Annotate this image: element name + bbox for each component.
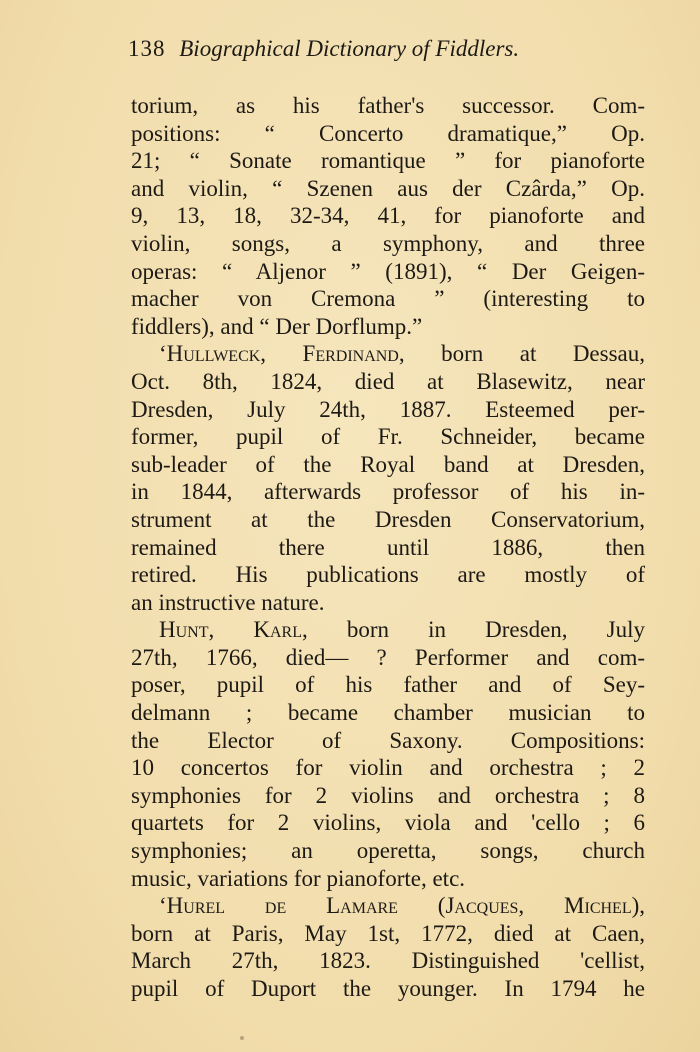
paper-speck xyxy=(240,1036,244,1040)
text-line: Oct. 8th, 1824, died at Blasewitz, near xyxy=(131,368,645,394)
text-line: quartets for 2 violins, viola and 'cello ; 6 xyxy=(131,810,645,836)
text-line: positions: “ Concerto dramatique,” Op. xyxy=(131,120,645,146)
text-line: operas: “ Aljenor ” (1891), “ Der Geigen- xyxy=(131,258,645,284)
text-line: March 27th, 1823. Distinguished 'cellist, xyxy=(131,948,645,974)
running-title: Biographical Dictionary of Fiddlers. xyxy=(179,36,520,61)
text-line: strument at the Dresden Conservatorium, xyxy=(131,506,645,532)
text-line: 10 concertos for violin and orchestra ; 2 xyxy=(131,755,645,781)
text-line: and violin, “ Szenen aus der Czârda,” Op. xyxy=(131,175,645,201)
text-line: pupil of Duport the younger. In 1794 he xyxy=(131,976,645,1001)
entry-mark: ʻ xyxy=(159,893,167,919)
text-line: in 1844, afterwards professor of his in- xyxy=(131,479,645,505)
entry-first-line xyxy=(131,340,645,368)
text-line: 27th, 1766, died— ? Performer and com- xyxy=(131,644,645,670)
text-line: an instructive nature. xyxy=(131,589,325,615)
text-line: symphonies for 2 violins and orchestra ; 8 xyxy=(131,782,645,808)
text-line: born at Paris, May 1st, 1772, died at Caen, xyxy=(131,920,645,946)
entry-text: born at Dessau, xyxy=(404,341,645,367)
body-text xyxy=(131,92,645,1003)
text-line: former, pupil of Fr. Schneider, became xyxy=(131,424,645,450)
entry-first-line xyxy=(131,892,645,920)
text-line: torium, as his father's successor. Com- xyxy=(131,93,645,118)
entry-headword: Hurel de Lamare (Jacques, Michel), xyxy=(166,893,645,919)
running-head xyxy=(128,36,648,62)
entry-headword: Hunt, Karl, xyxy=(159,617,308,643)
text-line: symphonies; an operetta, songs, church xyxy=(131,838,645,864)
page-number: 138 xyxy=(128,36,166,61)
entry-text: born in Dresden, July xyxy=(307,617,645,643)
entry-mark: ʻ xyxy=(159,341,167,367)
text-line: 9, 13, 18, 32-34, 41, for pianoforte and xyxy=(131,203,645,229)
text-line: remained there until 1886, then xyxy=(131,534,645,560)
text-line: violin, songs, a symphony, and three xyxy=(131,230,645,256)
text-line: retired. His publications are mostly of xyxy=(131,562,645,588)
text-line: 21; “ Sonate romantique ” for pianoforte xyxy=(131,148,645,174)
text-line: poser, pupil of his father and of Sey- xyxy=(131,672,645,698)
entry-headword: Hullweck, Ferdinand, xyxy=(166,341,405,367)
text-line: the Elector of Saxony. Compositions: xyxy=(131,727,645,753)
text-line: sub-leader of the Royal band at Dresden, xyxy=(131,451,645,477)
text-line: music, variations for pianoforte, etc. xyxy=(131,865,466,891)
text-line: Dresden, July 24th, 1887. Esteemed per- xyxy=(131,396,645,422)
entry-first-line xyxy=(131,616,645,644)
text-line: fiddlers), and “ Der Dorflump.” xyxy=(131,313,423,339)
text-line: macher von Cremona ” (interesting to xyxy=(131,286,645,312)
text-line: delmann ; became chamber musician to xyxy=(131,700,645,726)
